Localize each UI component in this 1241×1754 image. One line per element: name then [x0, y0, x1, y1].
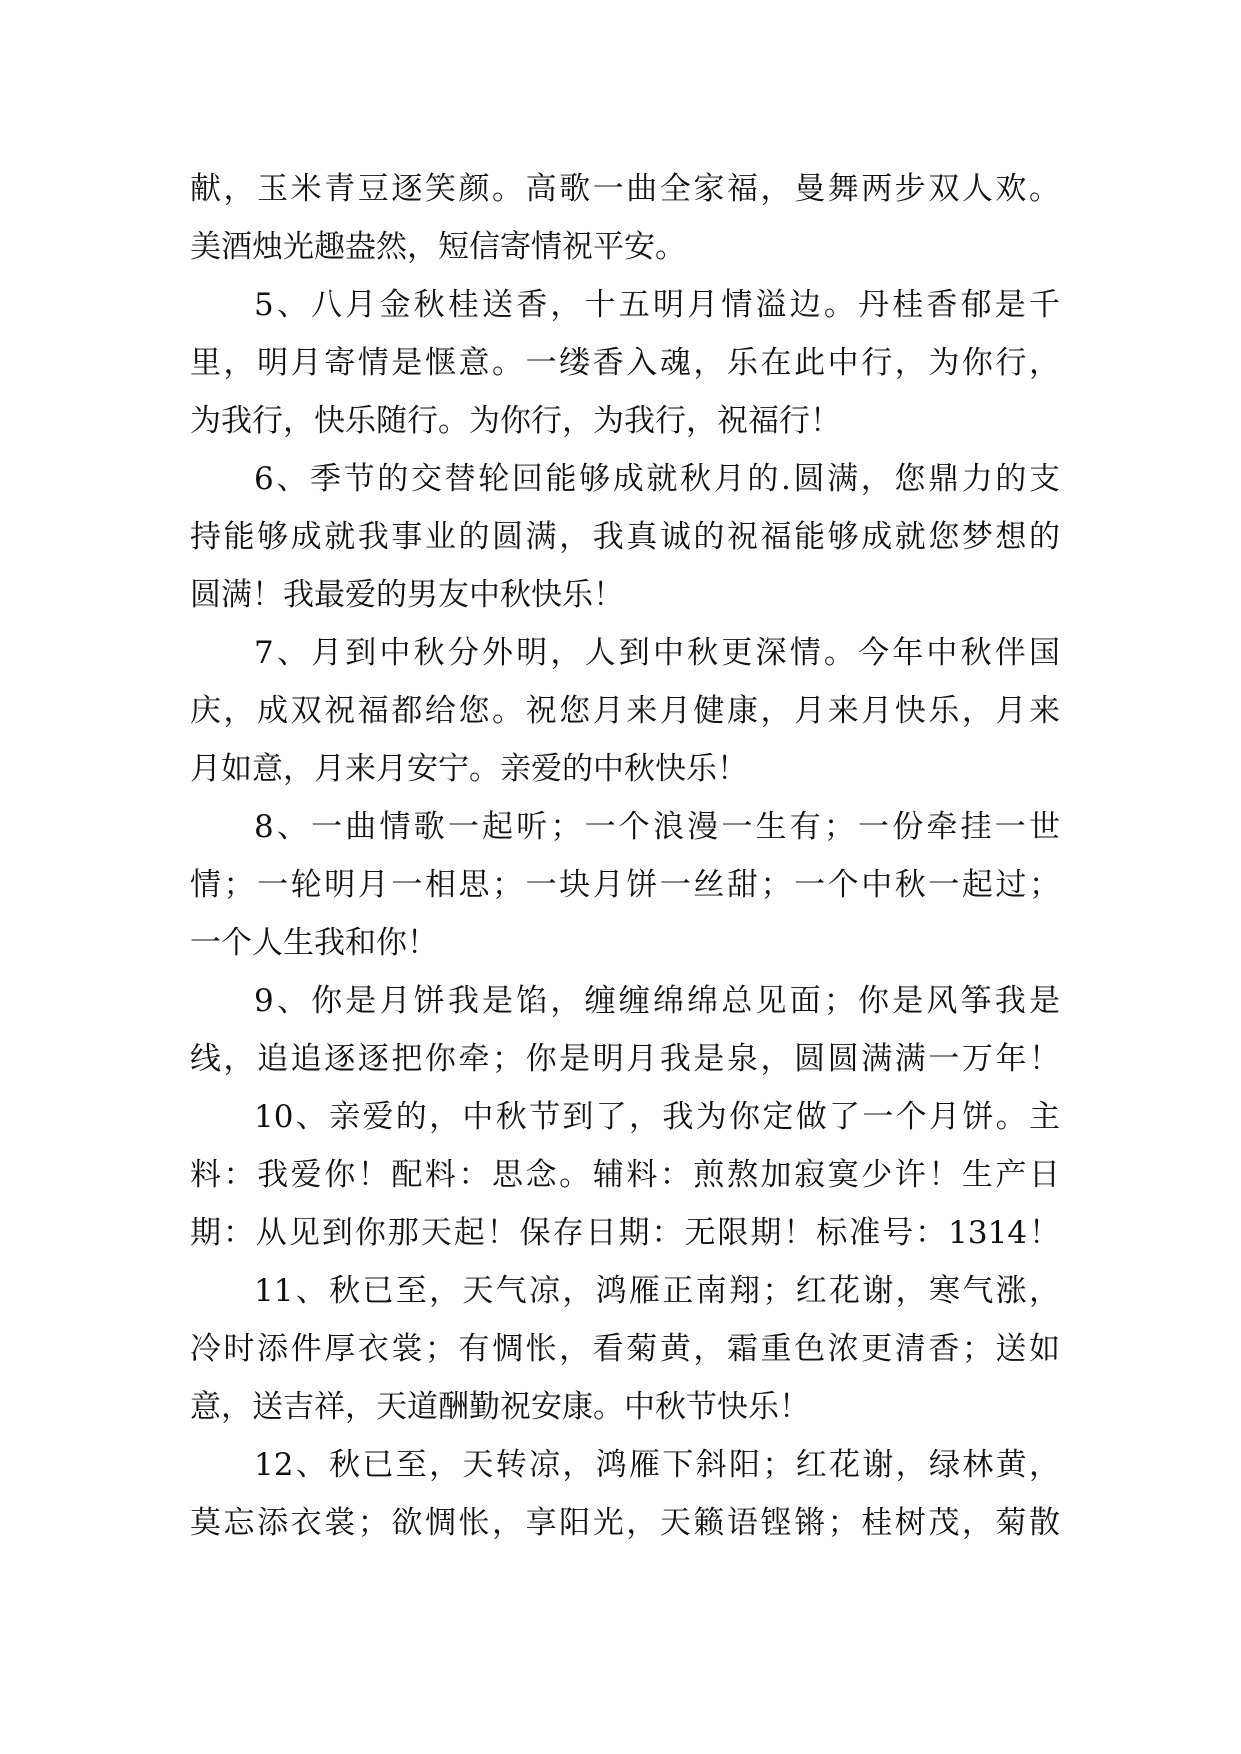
paragraph-start-line: 8、一曲情歌一起听；一个浪漫一生有；一份牵挂一世 — [254, 809, 1060, 845]
document-body — [190, 160, 1060, 1552]
text-line: 线，追追逐逐把你牵；你是明月我是泉，圆圆满满一万年！ — [190, 1041, 1060, 1077]
text-line: 冷时添件厚衣裳；有惆怅，看菊黄，霜重色浓更清香；送如 — [190, 1331, 1060, 1367]
text-line: 里，明月寄情是惬意。一缕香入魂，乐在此中行，为你行， — [190, 345, 1060, 381]
text-line: 意，送吉祥，天道酬勤祝安康。中秋节快乐！ — [190, 1389, 810, 1425]
text-line: 一个人生我和你！ — [190, 925, 438, 961]
paragraph-start-line: 9、你是月饼我是馅，缠缠绵绵总见面；你是风筝我是 — [254, 983, 1060, 1019]
paragraph-start-line: 12、秋已至，天转凉，鸿雁下斜阳；红花谢，绿林黄， — [254, 1447, 1060, 1483]
paragraph-start-line: 10、亲爱的，中秋节到了，我为你定做了一个月饼。主 — [254, 1099, 1060, 1135]
text-line: 美酒烛光趣盎然，短信寄情祝平安。 — [190, 229, 686, 265]
text-line: 持能够成就我事业的圆满，我真诚的祝福能够成就您梦想的 — [190, 519, 1060, 555]
text-line: 为我行，快乐随行。为你行，为我行，祝福行！ — [190, 403, 841, 439]
paragraph-start-line: 6、季节的交替轮回能够成就秋月的.圆满，您鼎力的支 — [254, 461, 1060, 497]
text-line: 献，玉米青豆逐笑颜。高歌一曲全家福，曼舞两步双人欢。 — [190, 171, 1060, 207]
text-line: 期：从见到你那天起！保存日期：无限期！标准号：1314！ — [190, 1215, 1060, 1251]
paragraph-start-line: 5、八月金秋桂送香，十五明月情溢边。丹桂香郁是千 — [254, 287, 1060, 323]
text-line: 庆，成双祝福都给您。祝您月来月健康，月来月快乐，月来 — [190, 693, 1060, 729]
text-line: 圆满！我最爱的男友中秋快乐！ — [190, 577, 624, 613]
paragraph-start-line: 11、秋已至，天气凉，鸿雁正南翔；红花谢，寒气涨， — [254, 1273, 1060, 1309]
text-line: 料：我爱你！配料：思念。辅料：煎熬加寂寞少许！生产日 — [190, 1157, 1060, 1193]
text-line: 月如意，月来月安宁。亲爱的中秋快乐！ — [190, 751, 748, 787]
text-line: 情；一轮明月一相思；一块月饼一丝甜；一个中秋一起过； — [190, 867, 1060, 903]
text-line: 莫忘添衣裳；欲惆怅，享阳光，天籁语铿锵；桂树茂，菊散 — [190, 1505, 1060, 1541]
paragraph-start-line: 7、月到中秋分外明，人到中秋更深情。今年中秋伴国 — [254, 635, 1060, 671]
